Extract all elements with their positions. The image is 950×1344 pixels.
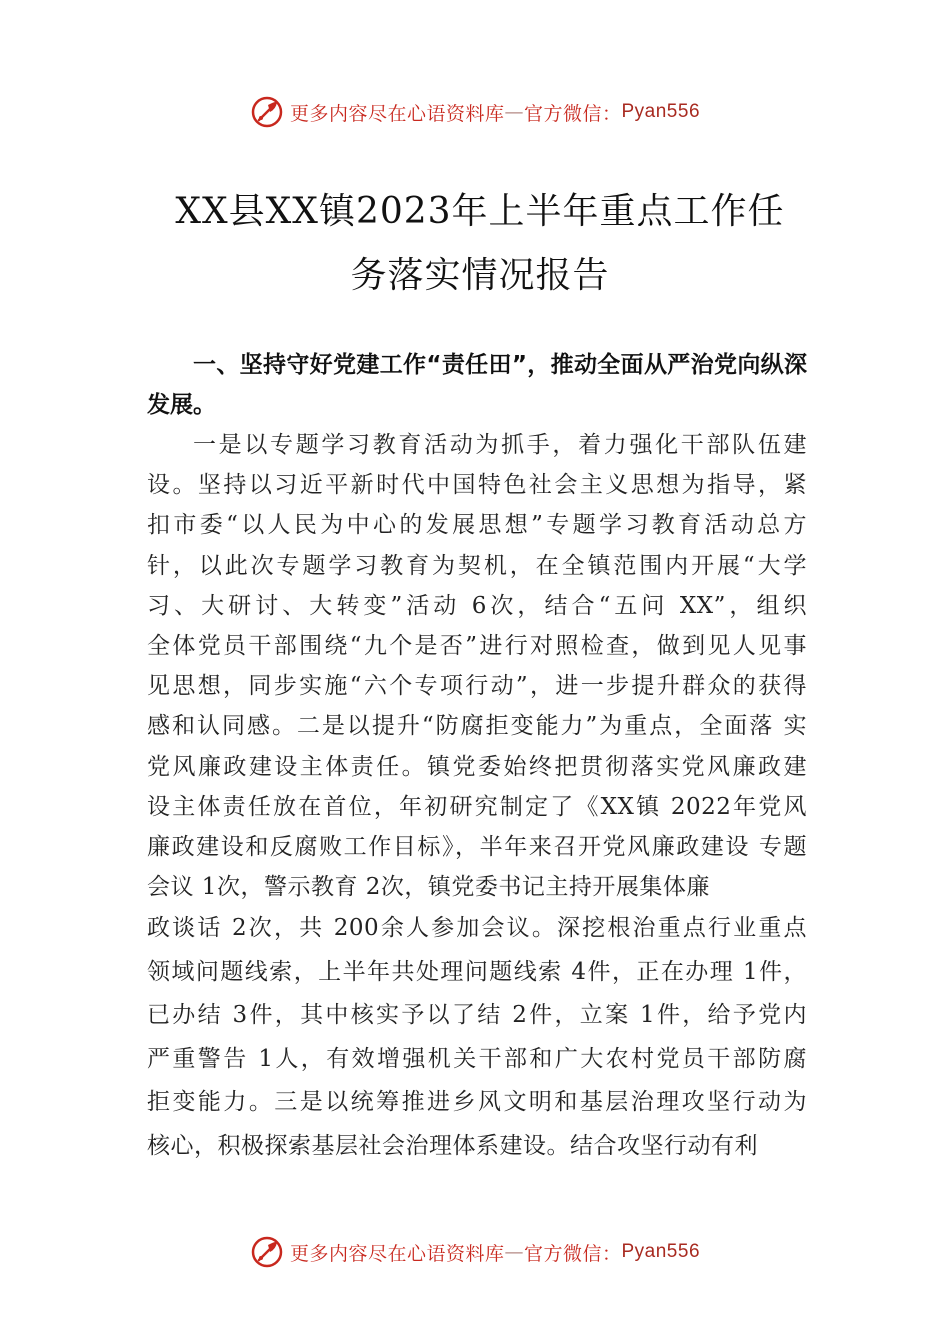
text-line: 核心，积极探索基层社会治理体系建设。结合攻坚行动有利 <box>147 1132 758 1159</box>
watermark-handle: Pyan556 <box>621 1241 701 1262</box>
watermark-separator: — <box>504 1241 524 1263</box>
watermark-banner-bottom <box>0 1232 950 1272</box>
watermark-banner-top <box>0 92 950 132</box>
text-line: 廉政建设和反腐败工作目标》，半年来召开党风廉政建设 专题 <box>147 834 807 861</box>
quill-seal-icon <box>250 95 284 129</box>
text-line: 扣市委“以人民为中心的发展思想”专题学习教育活动总方 <box>147 512 807 539</box>
watermark-text: 更多内容尽在心语资料库 <box>289 1242 505 1265</box>
text-line: 全体党员干部围绕“九个是否”进行对照检查，做到见人见事 <box>147 633 807 660</box>
text-line: 已办结 3件，其中核实予以了结 2件，立案 1件，给予党内 <box>147 1002 807 1029</box>
text-line: 一是以专题学习教育活动为抓手，着力强化干部队伍建 <box>193 432 807 458</box>
text-line: 针，以此次专题学习教育为契机，在全镇范围内开展“大学 <box>147 552 807 579</box>
watermark-handle: Pyan556 <box>621 101 701 122</box>
watermark-separator: — <box>504 101 524 123</box>
text-line: 严重警告 1人，有效增强机关干部和广大农村党员干部防腐 <box>147 1045 807 1072</box>
text-line: 设主体责任放在首位，年初研究制定了《XX镇 2022年党风 <box>147 793 807 820</box>
text-line: 拒变能力。三是以统筹推进乡风文明和基层治理攻坚行动为 <box>147 1089 807 1116</box>
body-paragraph <box>147 425 807 1168</box>
title-line-2: 务落实情况报告 <box>350 255 610 296</box>
document-body <box>147 345 807 1168</box>
text-line: 感和认同感。二是以提升“防腐拒变能力”为重点，全面落 实 <box>147 713 807 740</box>
text-line: 见思想，同步实施“六个专项行动”，进一步提升群众的获得 <box>147 673 807 700</box>
text-line: 会议 1次，警示教育 2次，镇党委书记主持开展集体廉 <box>147 874 710 901</box>
watermark-text: 更多内容尽在心语资料库 <box>289 102 505 125</box>
section-heading-1: 一、坚持守好党建工作“责任田”，推动全面从严治党向纵深发展。 <box>147 352 807 418</box>
title-line-1: XX县XX镇2023年上半年重点工作任 <box>175 191 785 232</box>
document-title <box>100 180 860 308</box>
watermark-label: 官方微信： <box>523 102 622 125</box>
watermark-label: 官方微信： <box>523 1242 622 1265</box>
text-line: 党风廉政建设主体责任。镇党委始终把贯彻落实党风廉政建 <box>147 753 807 780</box>
text-line: 习、大研讨、大转变”活动 6次，结合“五问 XX”，组织 <box>147 592 807 619</box>
text-line: 设。坚持以习近平新时代中国特色社会主义思想为指导，紧 <box>147 472 807 499</box>
text-line: 领域问题线索，上半年共处理问题线索 4件，正在办理 1件， <box>147 958 807 985</box>
text-line: 政谈话 2次，共 200余人参加会议。深挖根治重点行业重点 <box>147 915 807 942</box>
quill-seal-icon <box>250 1235 284 1269</box>
